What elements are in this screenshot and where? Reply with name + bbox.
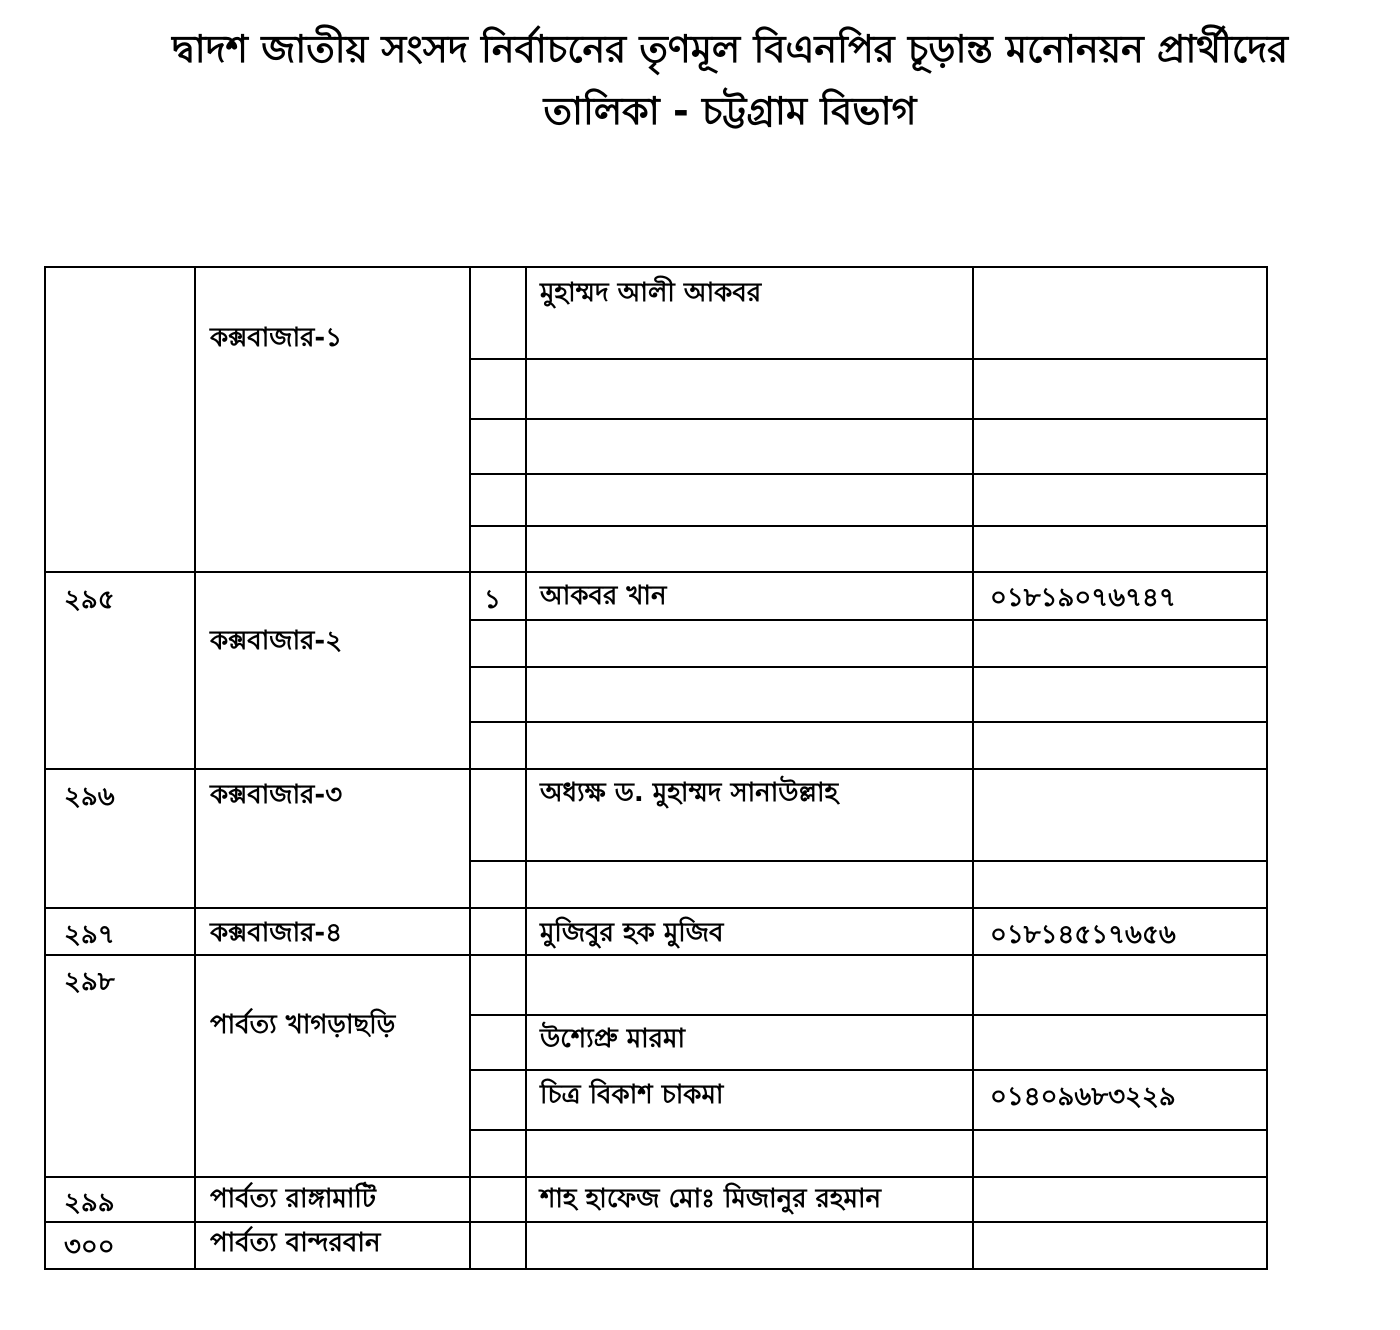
constituency-cell: পার্বত্য রাঙ্গামাটি — [210, 1184, 376, 1214]
constituency-cell: কক্সবাজার-৪ — [210, 918, 343, 948]
sub-row-divider — [469, 525, 1266, 527]
row-divider — [46, 768, 1266, 770]
candidate-name-cell: আকবর খান — [540, 581, 667, 611]
row-divider — [46, 1176, 1266, 1178]
row-divider — [46, 954, 1266, 956]
candidate-name-cell: মুহাম্মদ আলী আকবর — [540, 278, 762, 308]
constituency-cell: কক্সবাজার-১ — [210, 323, 343, 353]
seat-number-cell: ৩০০ — [64, 1232, 115, 1262]
row-divider — [46, 907, 1266, 909]
seat-number-cell: ২৯৫ — [64, 585, 115, 615]
sub-row-divider — [469, 1014, 1266, 1016]
constituency-cell: কক্সবাজার-২ — [210, 626, 343, 656]
sub-row-divider — [469, 358, 1266, 360]
candidate-name-cell: শাহ হাফেজ মোঃ মিজানুর রহমান — [540, 1184, 882, 1214]
candidate-name-cell: মুজিবুর হক মুজিব — [540, 918, 724, 948]
seat-number-cell: ২৯৯ — [64, 1188, 115, 1218]
candidate-name-cell: উশ্যেপ্রু মারমা — [540, 1024, 686, 1054]
row-divider — [46, 571, 1266, 573]
phone-number-cell: ০১৪০৯৬৮৩২২৯ — [990, 1082, 1176, 1112]
candidate-name-cell: চিত্র বিকাশ চাকমা — [540, 1080, 724, 1110]
serial-cell: ১ — [484, 585, 501, 615]
document-title-line-1: দ্বাদশ জাতীয় সংসদ নির্বাচনের তৃণমূল বিএনপির চূড়ান্ত মনোনয়ন প্রার্থীদের — [171, 27, 1289, 71]
candidate-name-cell: অধ্যক্ষ ড. মুহাম্মদ সানাউল্লাহ — [540, 778, 839, 808]
sub-row-divider — [469, 721, 1266, 723]
sub-row-divider — [469, 1129, 1266, 1131]
candidate-table — [44, 266, 1268, 1270]
seat-number-cell: ২৯৮ — [64, 967, 115, 997]
seat-number-cell: ২৯৬ — [64, 782, 115, 812]
sub-row-divider — [469, 619, 1266, 621]
row-divider — [46, 1221, 1266, 1223]
constituency-cell: কক্সবাজার-৩ — [210, 780, 343, 810]
document-title-line-2: তালিকা - চট্টগ্রাম বিভাগ — [543, 89, 917, 133]
sub-row-divider — [469, 473, 1266, 475]
phone-number-cell: ০১৮১৪৫১৭৬৫৬ — [990, 920, 1176, 950]
constituency-cell: পার্বত্য খাগড়াছড়ি — [210, 1010, 396, 1040]
phone-number-cell: ০১৮১৯০৭৬৭৪৭ — [990, 583, 1176, 613]
seat-number-cell: ২৯৭ — [64, 920, 115, 950]
sub-row-divider — [469, 666, 1266, 668]
sub-row-divider — [469, 860, 1266, 862]
sub-row-divider — [469, 1069, 1266, 1071]
constituency-cell: পার্বত্য বান্দরবান — [210, 1228, 381, 1258]
sub-row-divider — [469, 418, 1266, 420]
